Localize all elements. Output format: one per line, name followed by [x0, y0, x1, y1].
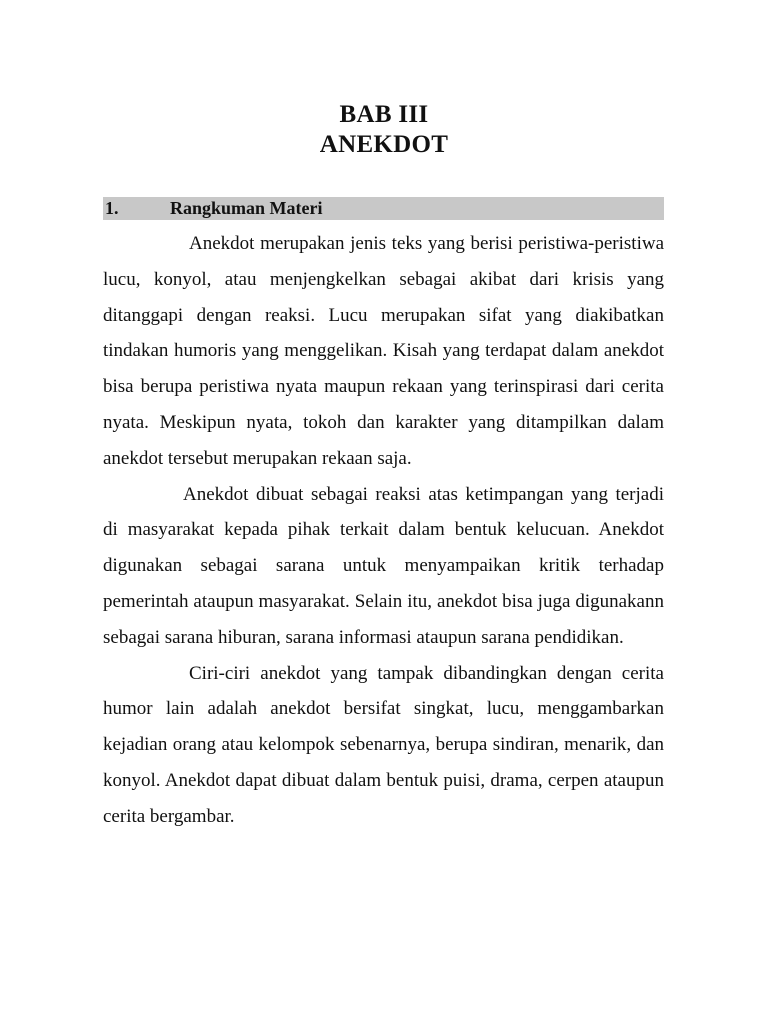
section-header — [103, 197, 664, 220]
section-number: 1. — [105, 198, 119, 218]
chapter-title: ANEKDOT — [319, 131, 449, 158]
paragraph-3: Ciri-ciri anekdot yang tampak dibandingkan dengan cerita humor lain adalah anekdot bersifat singkat, lucu, menggambarkan kejadian orang atau kelompok sebenarnya, berupa sindiran, menarik, dan konyol. Anekdot dapat dibuat dalam bentuk puisi, drama, cerpen ataupun cerita bergambar. — [103, 662, 664, 827]
body-text — [103, 226, 664, 835]
paragraph-2: Anekdot dibuat sebagai reaksi atas ketimpangan yang terjadi di masyarakat kepada pihak terkait dalam bentuk kelucuan. Anekdot digunakan sebagai sarana untuk menyampaikan kritik terhadap pemerintah ataupun masyarakat. Selain itu, anekdot bisa juga digunakann sebagai sarana hiburan, sarana informasi ataupun sarana pendidikan. — [103, 483, 664, 648]
chapter-number: BAB III — [339, 101, 429, 128]
paragraph-1: Anekdot merupakan jenis teks yang berisi peristiwa-peristiwa lucu, konyol, atau menjengkelkan sebagai akibat dari krisis yang ditanggapi dengan reaksi. Lucu merupakan sifat yang diakibatkan tindakan humoris yang menggelikan. Kisah yang terdapat dalam anekdot bisa berupa peristiwa nyata maupun rekaan yang terinspirasi dari cerita nyata. Meskipun nyata, tokoh dan karakter yang ditampilkan dalam anekdot tersebut merupakan rekaan saja. — [103, 233, 664, 469]
section-title: Rangkuman Materi — [170, 198, 323, 218]
